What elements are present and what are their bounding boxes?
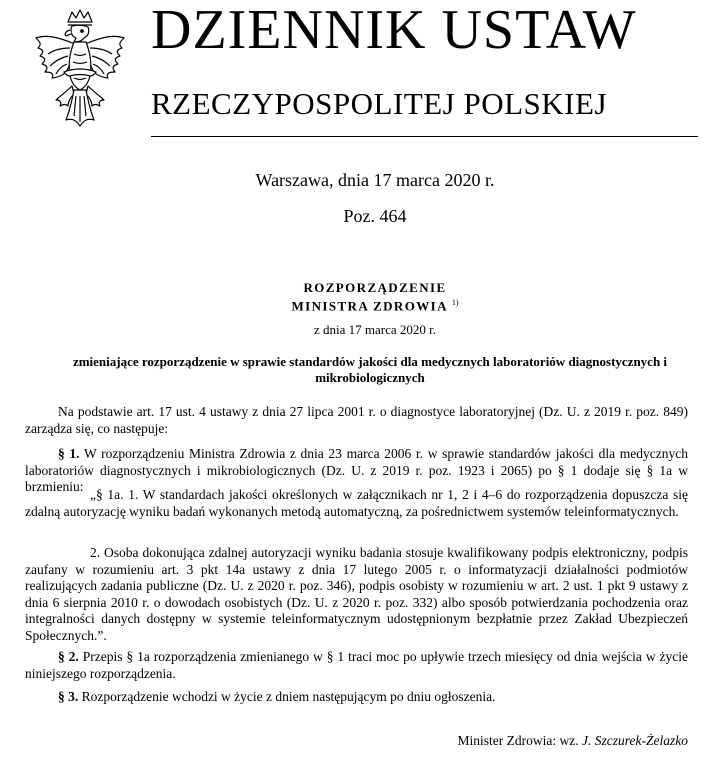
signature-line	[458, 733, 688, 749]
section-1-quote-2-text: 2. Osoba dokonująca zdalnej autoryzacji wyniku badania stosuje kwalifikowany podpis elektroniczny, podpis zaufany w rozumieniu art. 3 pkt 14a ustawy z dnia 17 lutego 2005 r. o informatyzacji działalności podmiotów realizujących zadania publiczne (Dz. U. z 2020 r. poz. 346), podpis osobisty w rozumieniu w art. 2 ust. 1 pkt 9 ustawy z dnia 6 sierpnia 2010 r. o dowodach osobistych (Dz. U. z 2020 r. poz. 332) albo sposób potwierdzania pochodzenia oraz integralności danych dostępny w systemie teleinformatycznym udostępnionym bezpłatnie przez Zakład Ubezpieczeń Społecznych.”.	[25, 545, 688, 643]
section-2-label: § 2.	[58, 649, 79, 664]
signature-role: Minister Zdrowia: wz.	[457, 733, 579, 748]
section-2-text: Przepis § 1a rozporządzenia zmienianego w § 1 traci moc po upływie trzech miesięcy od dnia wejścia w życie niniejszego rozporządzenia.	[25, 649, 689, 681]
footnote-reference[interactable]: 1)	[451, 298, 459, 307]
preamble-text: Na podstawie art. 17 ust. 4 ustawy z dnia 27 lipca 2001 r. o diagnostyce laboratoryjnej (Dz. U. z 2019 r. poz. 849) zarządza się, co następuje:	[25, 404, 688, 436]
signature-name: J. Szczurek-Żelazko	[582, 733, 688, 748]
section-3-label: § 3.	[58, 689, 79, 704]
gazette-subtitle: RZECZYPOSPOLITEJ POLSKIEJ	[151, 86, 608, 121]
section-1-quote-1-text: „§ 1a. 1. W standardach jakości określonych w załącznikach nr 1, 2 i 4–6 do rozporządzenia dopuszcza się zdalną autoryzację wyniku badań wykonanych metodą automatyczną, za pośrednictwem systemów teleinformatycznych.	[25, 487, 688, 519]
act-subject: zmieniające rozporządzenie w sprawie standardów jakości dla medycznych laboratoriów diagnostycznych i mikrobiologicznych	[72, 354, 668, 385]
act-type-heading: ROZPORZĄDZENIE	[303, 280, 447, 295]
section-1-quote-paragraph-2	[25, 545, 688, 645]
section-1-quote-paragraph-1	[25, 487, 688, 520]
issue-dateline: Warszawa, dnia 17 marca 2020 r.	[255, 170, 495, 190]
act-issuer-name: MINISTRA ZDROWIA	[291, 298, 448, 314]
white-eagle-emblem-icon	[30, 8, 130, 130]
masthead-divider	[151, 136, 698, 137]
section-3-text: Rozporządzenie wchodzi w życie z dniem następującym po dniu ogłoszenia.	[81, 689, 496, 704]
gazette-title: DZIENNIK USTAW	[151, 0, 637, 61]
position-number: Poz. 464	[343, 206, 407, 226]
section-2-paragraph	[25, 649, 688, 682]
preamble-paragraph	[25, 404, 688, 437]
act-date: z dnia 17 marca 2020 r.	[313, 322, 436, 337]
section-3-paragraph	[25, 689, 688, 706]
section-1-label: § 1.	[58, 446, 80, 461]
section-1-text: W rozporządzeniu Ministra Zdrowia z dnia 23 marca 2006 r. w sprawie standardów jakości dla medycznych laboratoriów diagnostycznych i mikrobiologicznych (Dz. U. z 2019 r. poz. 1923 i 2065) po § 1 dodaje się § 1a w brzmieniu:	[25, 446, 688, 495]
act-issuer-heading	[0, 298, 720, 314]
